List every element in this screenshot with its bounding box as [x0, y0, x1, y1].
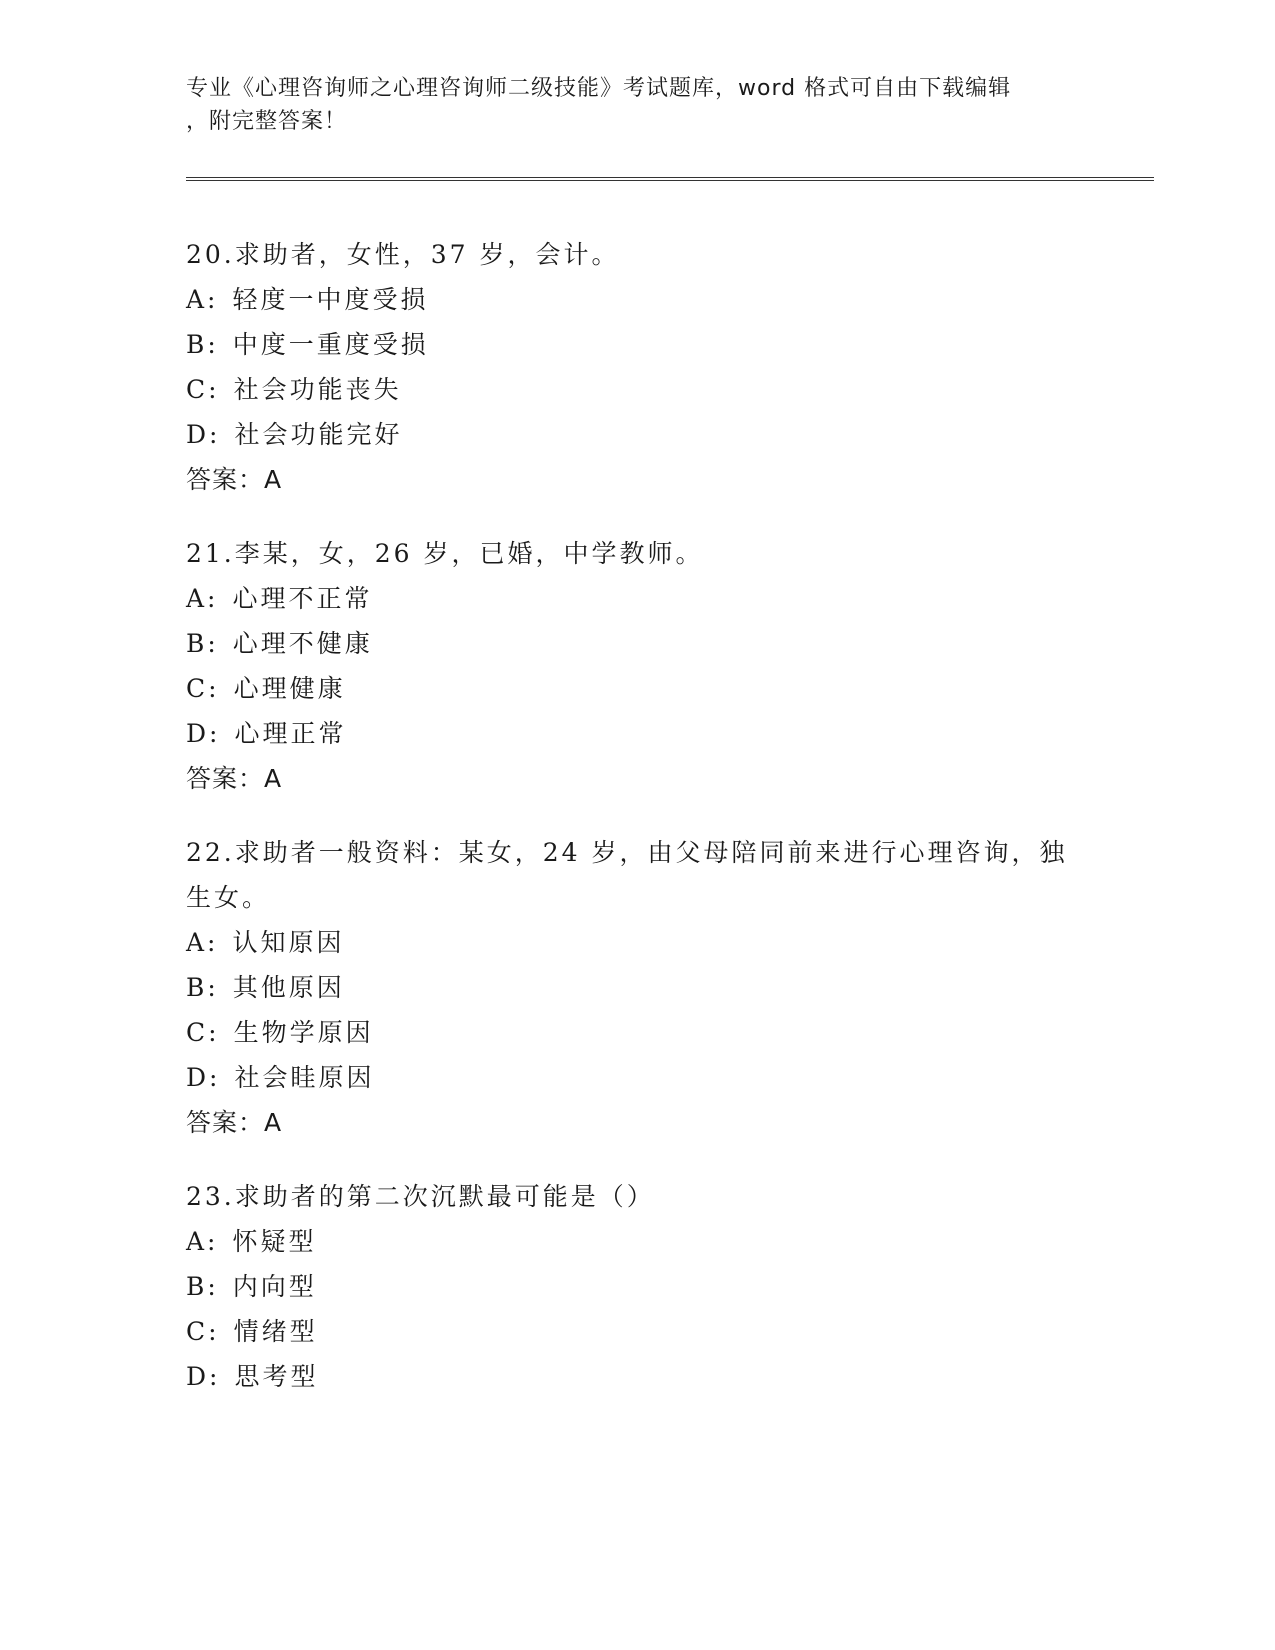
header-line-1: 专业《心理咨询师之心理咨询师二级技能》考试题库，word 格式可自由下载编辑	[186, 76, 1012, 101]
option-text: 社会眭原因	[234, 1063, 375, 1092]
option-letter: B:	[186, 1272, 219, 1301]
option-d	[186, 1354, 1086, 1399]
option-c	[186, 1309, 1086, 1354]
option-a	[186, 576, 1086, 621]
option-text: 社会功能完好	[234, 420, 403, 449]
option-letter: A:	[186, 928, 219, 957]
answer-line: 答案：A	[186, 1108, 283, 1137]
option-letter: B:	[186, 973, 219, 1002]
question-23	[186, 1174, 1086, 1399]
option-text: 心理健康	[233, 674, 346, 703]
option-letter: B:	[186, 629, 219, 658]
question-20	[186, 232, 1086, 502]
option-a	[186, 1219, 1086, 1264]
header-line-2: ，附完整答案！	[186, 109, 348, 134]
answer-line: 答案：A	[186, 764, 283, 793]
option-letter: A:	[186, 285, 219, 314]
option-b	[186, 621, 1086, 666]
option-a	[186, 277, 1086, 322]
option-text: 轻度一中度受损	[232, 285, 429, 314]
option-text: 中度一重度受损	[232, 330, 429, 359]
question-stem: 23.求助者的第二次沉默最可能是（）	[186, 1182, 655, 1211]
question-21	[186, 531, 1086, 801]
option-a	[186, 920, 1086, 965]
option-text: 其他原因	[232, 973, 345, 1002]
header-double-rule	[186, 177, 1154, 181]
option-c	[186, 666, 1086, 711]
answer-line: 答案：A	[186, 465, 283, 494]
option-c	[186, 1010, 1086, 1055]
option-letter: C:	[186, 674, 220, 703]
option-letter: C:	[186, 1018, 220, 1047]
option-d	[186, 1055, 1086, 1100]
option-letter: A:	[186, 584, 219, 613]
option-d	[186, 711, 1086, 756]
option-letter: D:	[186, 420, 221, 449]
option-b	[186, 322, 1086, 367]
option-text: 社会功能丧失	[233, 375, 402, 404]
document-header	[186, 72, 1086, 138]
option-text: 内向型	[232, 1272, 317, 1301]
option-letter: C:	[186, 375, 220, 404]
option-text: 思考型	[234, 1362, 319, 1391]
option-letter: D:	[186, 1362, 221, 1391]
option-letter: D:	[186, 1063, 221, 1092]
option-text: 心理正常	[234, 719, 347, 748]
option-letter: B:	[186, 330, 219, 359]
option-d	[186, 412, 1086, 457]
option-text: 认知原因	[232, 928, 345, 957]
option-b	[186, 965, 1086, 1010]
question-stem: 21.李某，女，26 岁，已婚，中学教师。	[186, 539, 704, 568]
question-stem: 22.求助者一般资料：某女，24 岁，由父母陪同前来进行心理咨询，独生女。	[186, 838, 1068, 912]
option-text: 生物学原因	[233, 1018, 374, 1047]
option-text: 心理不正常	[232, 584, 373, 613]
option-letter: A:	[186, 1227, 219, 1256]
option-letter: D:	[186, 719, 221, 748]
option-c	[186, 367, 1086, 412]
option-text: 怀疑型	[232, 1227, 317, 1256]
question-list	[186, 232, 1086, 1428]
option-b	[186, 1264, 1086, 1309]
option-letter: C:	[186, 1317, 220, 1346]
option-text: 心理不健康	[232, 629, 373, 658]
question-stem: 20.求助者，女性，37 岁，会计。	[186, 240, 620, 269]
option-text: 情绪型	[233, 1317, 318, 1346]
question-22	[186, 830, 1086, 1145]
